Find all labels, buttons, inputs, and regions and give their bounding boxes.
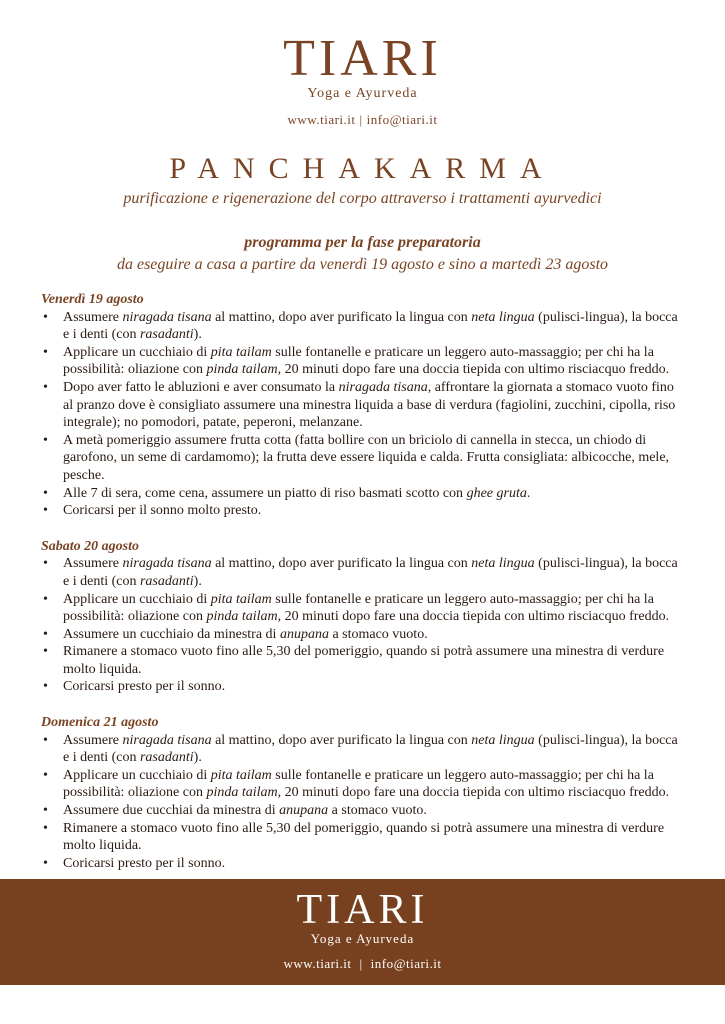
product-name: pinda tailam <box>206 609 278 625</box>
product-name: pita tailam <box>210 591 272 607</box>
item-text: Dopo aver fatto le abluzioni e aver consumato la <box>63 379 339 395</box>
item-text: Assumere <box>63 732 123 748</box>
footer-contacts <box>0 956 725 972</box>
item-text: , 20 minuti dopo fare una doccia tiepida con ultimo risciacquo freddo. <box>277 609 670 625</box>
item-text: Assumere un cucchiaio da minestra di <box>63 626 280 642</box>
product-name: niragada tisana <box>122 556 212 572</box>
list-item <box>41 344 687 379</box>
item-text: Applicare un cucchiaio di <box>63 344 211 360</box>
program-subtitle: da eseguire a casa a partire da venerdì 19 agosto e sino a martedì 23 agosto <box>116 256 609 273</box>
item-text: a stomaco vuoto. <box>328 803 427 819</box>
product-name: anupana <box>279 803 329 819</box>
list-item <box>41 379 687 432</box>
product-name: niragada tisana <box>122 732 212 748</box>
item-text: A metà pomeriggio assumere frutta cotta (fatta bollire con un briciolo di cannella in stecca, un chiodo di garofono, un seme di cardamomo); la frutta deve essere liquida e calda. Frutta consigliata: albicocche, mele, pesche. <box>63 432 670 483</box>
footer-contact-separator: | <box>359 956 363 971</box>
list-item <box>41 802 687 820</box>
list-item <box>41 732 687 767</box>
list-item <box>41 767 687 802</box>
contact-separator: | <box>359 112 363 127</box>
item-text: . <box>526 485 531 501</box>
item-text: , 20 minuti dopo fare una doccia tiepida con ultimo risciacquo freddo. <box>277 785 670 801</box>
item-text: Assumere <box>63 309 123 325</box>
product-name: neta lingua <box>471 732 535 748</box>
footer-website-link[interactable]: www.tiari.it <box>283 956 352 971</box>
product-name: pita tailam <box>210 344 272 360</box>
list-item <box>41 820 687 855</box>
item-text: ). <box>193 573 202 589</box>
item-text: Coricarsi per il sonno molto presto. <box>63 503 262 519</box>
item-text: ). <box>193 750 202 766</box>
day-title: Domenica 21 agosto <box>41 715 159 731</box>
product-name: pita tailam <box>210 767 272 783</box>
item-text: al mattino, dopo aver purificato la lingua con <box>211 309 472 325</box>
list-item <box>41 626 687 644</box>
logo: TIARI <box>283 30 442 87</box>
item-text: al mattino, dopo aver purificato la lingua con <box>211 556 472 572</box>
item-text: Assumere <box>63 556 123 572</box>
header-contacts <box>0 112 725 128</box>
day-list <box>41 732 687 873</box>
page-subtitle: purificazione e rigenerazione del corpo attraverso i trattamenti ayurvedici <box>123 190 602 207</box>
item-text: (pulisci-lingua), la bocca e i denti (con <box>63 556 678 589</box>
list-item <box>41 485 687 503</box>
list-item <box>41 309 687 344</box>
item-text: al mattino, dopo aver purificato la lingua con <box>211 732 472 748</box>
item-text: ). <box>193 327 202 343</box>
item-text: Coricarsi presto per il sonno. <box>63 679 226 695</box>
item-text: sulle fontanelle e praticare un leggero auto-massaggio; per chi ha la possibilità: oliazione con <box>63 344 654 378</box>
product-name: rasadanti <box>139 750 194 766</box>
item-text: sulle fontanelle e praticare un leggero auto-massaggio; per chi ha la possibilità: oliazione con <box>63 591 654 625</box>
page-title: PANCHAKARMA <box>169 152 556 185</box>
item-text: , 20 minuti dopo fare una doccia tiepida con ultimo risciacquo freddo. <box>277 362 670 378</box>
tagline: Yoga e Ayurveda <box>307 86 418 101</box>
header <box>0 32 725 128</box>
item-text: Applicare un cucchiaio di <box>63 591 211 607</box>
day-list <box>41 555 687 696</box>
list-item <box>41 678 687 696</box>
list-item <box>41 432 687 485</box>
day-section <box>41 538 687 696</box>
day-title: Venerdì 19 agosto <box>41 292 144 307</box>
product-name: anupana <box>279 626 329 642</box>
item-text: Rimanere a stomaco vuoto fino alle 5,30 del pomeriggio, quando si potrà assumere una minestra di verdure molto liquida. <box>63 820 665 854</box>
list-item <box>41 555 687 590</box>
program-title: programma per la fase preparatoria <box>244 234 481 251</box>
product-name: ghee gruta <box>466 485 527 501</box>
website-link[interactable]: www.tiari.it <box>287 112 356 127</box>
item-text: Applicare un cucchiaio di <box>63 767 211 783</box>
footer <box>0 879 725 985</box>
item-text: (pulisci-lingua), la bocca e i denti (con <box>63 732 678 766</box>
item-text: a stomaco vuoto. <box>328 626 428 642</box>
product-name: pinda tailam <box>206 362 278 378</box>
product-name: rasadanti <box>139 573 194 589</box>
item-text: (pulisci-lingua), la bocca e i denti (con <box>63 309 678 343</box>
product-name: neta lingua <box>471 556 535 572</box>
product-name: pinda tailam <box>206 785 278 801</box>
product-name: rasadanti <box>139 327 194 343</box>
day-title: Sabato 20 agosto <box>41 538 140 554</box>
list-item <box>41 855 687 873</box>
program-content <box>41 291 687 890</box>
item-text: sulle fontanelle e praticare un leggero auto-massaggio; per chi ha la possibilità: oliazione con <box>63 767 654 801</box>
product-name: niragada tisana <box>338 379 428 395</box>
item-text: Assumere due cucchiai da minestra di <box>63 803 280 819</box>
email-link[interactable]: info@tiari.it <box>366 112 438 127</box>
item-text: Coricarsi presto per il sonno. <box>63 855 226 871</box>
day-list <box>41 309 687 520</box>
list-item <box>41 591 687 626</box>
day-section <box>41 714 687 872</box>
item-text: , affrontare la giornata a stomaco vuoto fino al pranzo dove è consigliato assumere una minestra liquida a base di verdura (fagiolini, zucchini, cipolla, riso integrale); no pomodori, patate, peperoni, melanzane. <box>63 379 676 431</box>
footer-logo: TIARI <box>296 887 429 933</box>
day-section <box>41 291 687 520</box>
list-item <box>41 643 687 678</box>
product-name: neta lingua <box>471 309 535 325</box>
item-text: Alle 7 di sera, come cena, assumere un piatto di riso basmati scotto con <box>63 485 467 501</box>
item-text: Rimanere a stomaco vuoto fino alle 5,30 del pomeriggio, quando si potrà assumere una minestra di verdure molto liquida. <box>63 644 665 677</box>
list-item <box>41 502 687 520</box>
footer-tagline: Yoga e Ayurveda <box>310 931 415 946</box>
product-name: niragada tisana <box>122 309 212 325</box>
footer-email-link[interactable]: info@tiari.it <box>370 956 442 971</box>
